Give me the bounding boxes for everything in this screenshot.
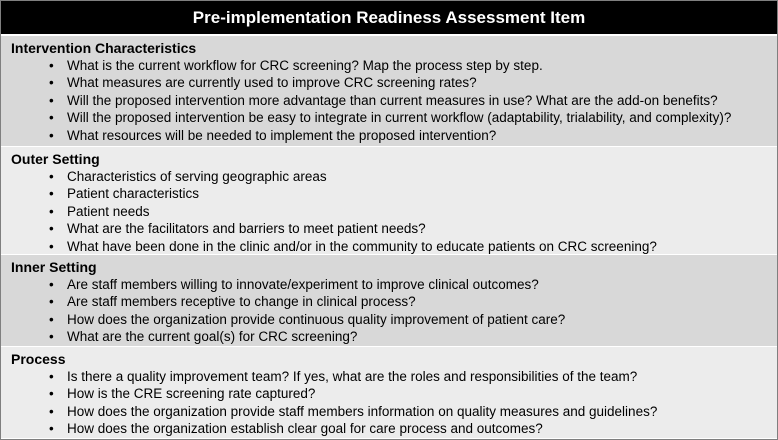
bullet-icon: • — [49, 92, 54, 108]
bullet-icon: • — [49, 329, 54, 345]
bullet-icon: • — [49, 386, 54, 402]
item-text: How does the organization provide staff members information on quality measures and guidelines? — [67, 403, 658, 419]
bullet-icon: • — [49, 75, 54, 91]
list-item — [49, 238, 777, 255]
section-process — [1, 346, 777, 438]
bullet-icon: • — [49, 169, 54, 184]
bullet-icon: • — [49, 294, 54, 310]
section-intervention-characteristics — [1, 35, 777, 146]
item-text: What have been done in the clinic and/or in the community to educate patients on CRC screening? — [67, 238, 657, 254]
list-item — [49, 203, 777, 220]
section-heading: Intervention Characteristics — [11, 40, 197, 56]
list-item — [49, 220, 777, 237]
item-list — [11, 57, 777, 144]
section-inner-setting — [1, 254, 777, 346]
item-text: Are staff members willing to innovate/experiment to improve clinical outcomes? — [67, 277, 539, 292]
item-text: What are the facilitators and barriers to meet patient needs? — [67, 221, 426, 237]
list-item — [49, 311, 777, 328]
item-text: What is the current workflow for CRC screening? Map the process step by step. — [67, 58, 543, 73]
item-text: What measures are currently used to improve CRC screening rates? — [67, 75, 477, 91]
list-item — [49, 328, 777, 345]
item-text: Patient needs — [67, 203, 150, 219]
list-item — [49, 403, 777, 420]
list-item — [49, 109, 777, 126]
table-header: Pre-implementation Readiness Assessment Item — [1, 1, 777, 35]
item-text: What resources will be needed to implement the proposed intervention? — [67, 127, 497, 143]
item-text: How is the CRE screening rate captured? — [67, 386, 316, 402]
section-outer-setting — [1, 146, 777, 254]
list-item — [49, 168, 777, 185]
item-text: Are staff members receptive to change in clinical process? — [67, 294, 416, 310]
item-text: What are the current goal(s) for CRC screening? — [67, 329, 358, 345]
list-item — [49, 57, 777, 74]
bullet-icon: • — [49, 369, 54, 384]
item-text: How does the organization provide continuous quality improvement of patient care? — [67, 311, 566, 327]
bullet-icon: • — [49, 186, 54, 202]
section-heading: Inner Setting — [11, 259, 97, 275]
item-text: Will the proposed intervention more advantage than current measures in use? What are the add-on benefits? — [67, 92, 718, 108]
item-text: How does the organization establish clear goal for care process and outcomes? — [67, 421, 543, 437]
list-item — [49, 385, 777, 402]
bullet-icon: • — [49, 403, 54, 419]
item-list — [11, 276, 777, 346]
item-list — [11, 168, 777, 255]
list-item — [49, 293, 777, 310]
list-item — [49, 420, 777, 437]
bullet-icon: • — [49, 127, 54, 143]
item-text: Is there a quality improvement team? If yes, what are the roles and responsibilities of the team? — [67, 369, 638, 384]
list-item — [49, 368, 777, 385]
item-list — [11, 368, 777, 438]
list-item — [49, 127, 777, 144]
item-text: Will the proposed intervention be easy to integrate in current workflow (adaptability, trialability, and complexity)? — [67, 110, 732, 126]
list-item — [49, 276, 777, 293]
section-heading: Outer Setting — [11, 151, 100, 167]
bullet-icon: • — [49, 110, 54, 126]
bullet-icon: • — [49, 311, 54, 327]
item-text: Characteristics of serving geographic areas — [67, 169, 327, 184]
bullet-icon: • — [49, 421, 54, 437]
bullet-icon: • — [49, 238, 54, 254]
section-heading: Process — [11, 351, 66, 367]
bullet-icon: • — [49, 203, 54, 219]
item-text: Patient characteristics — [67, 186, 200, 202]
list-item — [49, 92, 777, 109]
list-item — [49, 74, 777, 91]
bullet-icon: • — [49, 58, 54, 73]
bullet-icon: • — [49, 221, 54, 237]
bullet-icon: • — [49, 277, 54, 292]
list-item — [49, 185, 777, 202]
